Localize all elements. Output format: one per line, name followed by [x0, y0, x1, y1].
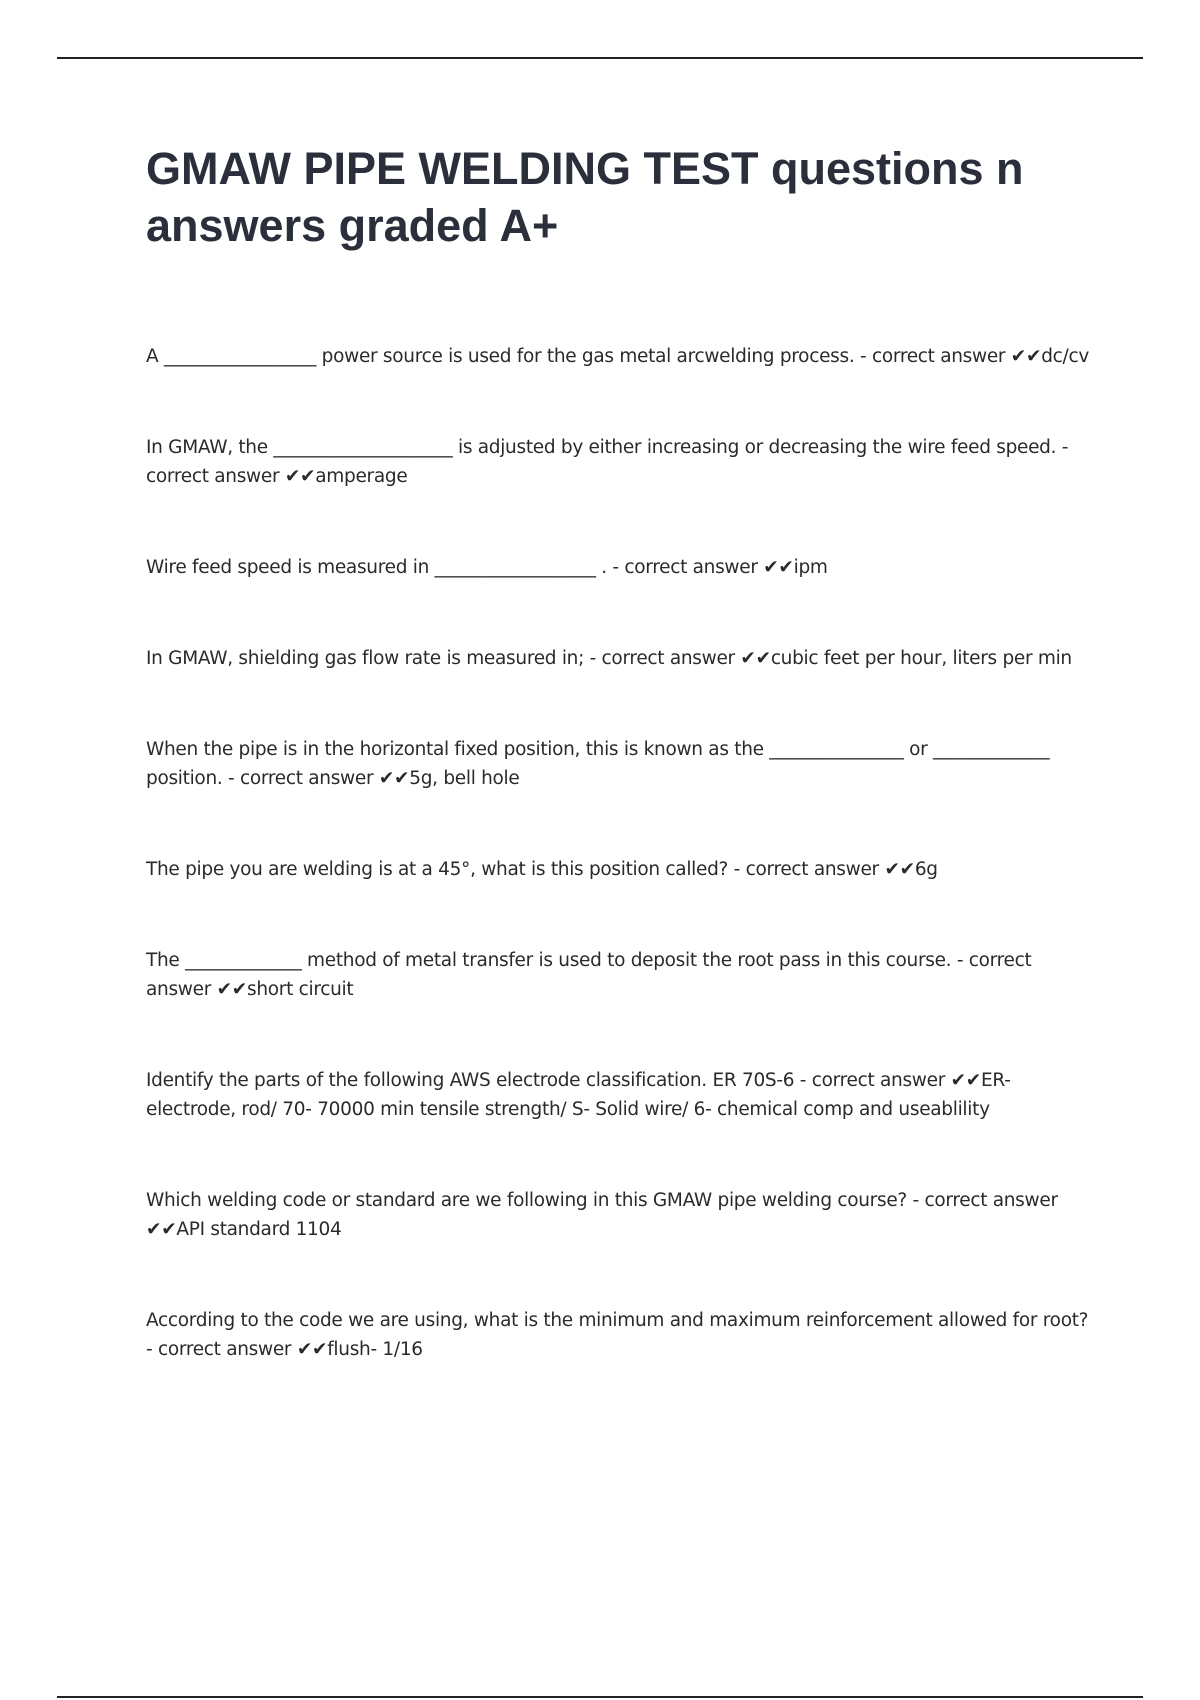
qa-item: The _____________ method of metal transfer is used to deposit the root pass in this course. - correct answer ✔✔short circuit [146, 950, 1032, 1000]
qa-list [146, 342, 1091, 1364]
document-body [146, 140, 1091, 1426]
qa-item: Wire feed speed is measured in __________________ . - correct answer ✔✔ipm [146, 557, 828, 578]
qa-item: Identify the parts of the following AWS electrode classification. ER 70S-6 - correct answer ✔✔ER- electrode, rod/ 70- 70000 min tensile strength/ S- Solid wire/ 6- chemical comp and useablility [146, 1070, 1011, 1120]
qa-item: According to the code we are using, what is the minimum and maximum reinforcement allowed for root? - correct answer ✔✔flush- 1/16 [146, 1310, 1089, 1360]
qa-item: In GMAW, the ____________________ is adjusted by either increasing or decreasing the wire feed speed. - correct answer ✔✔amperage [146, 437, 1069, 487]
qa-item: A _________________ power source is used for the gas metal arcwelding process. - correct answer ✔✔dc/cv [146, 346, 1089, 367]
qa-item: Which welding code or standard are we following in this GMAW pipe welding course? - correct answer ✔✔API standard 1104 [146, 1190, 1058, 1240]
qa-item: In GMAW, shielding gas flow rate is measured in; - correct answer ✔✔cubic feet per hour, liters per min [146, 648, 1072, 669]
top-rule [57, 57, 1143, 59]
qa-item: When the pipe is in the horizontal fixed position, this is known as the _______________ or _____________ position. - correct answer ✔✔5g, bell hole [146, 739, 1050, 789]
bottom-rule [57, 1696, 1143, 1698]
document-title: GMAW PIPE WELDING TEST questions n answers graded A+ [146, 143, 1024, 251]
qa-item: The pipe you are welding is at a 45°, what is this position called? - correct answer ✔✔6g [146, 859, 938, 880]
